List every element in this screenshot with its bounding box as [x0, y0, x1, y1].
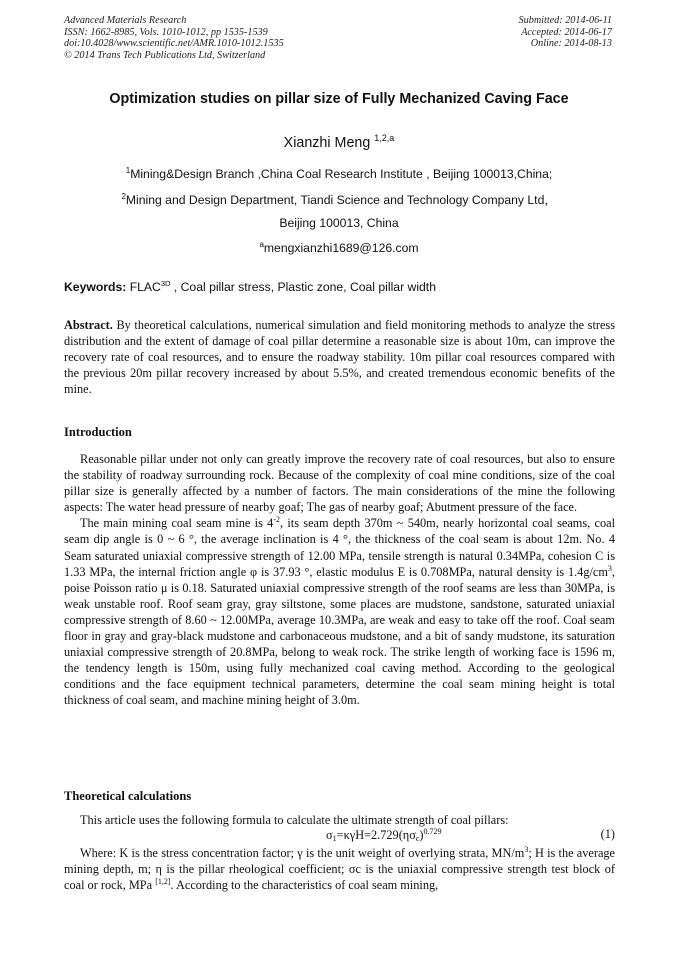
intro-p2-part-c: , poise Poisson ratio μ is 0.18. Saturated uniaxial compressive strength of the roof seams are less than 30MPa, is weak unstable roof. Roof seam gray, gray siltstone, some places are mudstone, sandstone, saturated uniaxial compressive strength of 8.60 ~ 12.00MPa, average 10.3MPa, are weak and easy to take off the roof. Coal seam floor in gray and gray-black mudstone and carbonaceous mudstone, and a bit of sandy mudstone, its saturation uniaxial compressive strength of 20.8MPa, belong to weak rock. The strike length of working face is 1596 m, the tendency length is 150m, using fully mechanized coal caving method. According to the geological conditions and the face equipment technical parameters, determine the coal seam mining height is total thickness of coal seam, and machine mining height of 3.0m. — [64, 564, 615, 708]
author-email — [0, 240, 678, 255]
cubic-sup: 3 — [607, 563, 612, 573]
equation-number: (1) — [600, 827, 615, 841]
affiliation-2-city-text: Beijing 100013, China — [279, 216, 399, 230]
journal-info — [64, 15, 284, 61]
introduction-heading: Introduction — [64, 425, 132, 439]
seam-number-sup: -2 — [273, 515, 280, 525]
affiliation-2-mark: 2 — [121, 192, 126, 201]
affiliation-2-city — [0, 216, 678, 230]
keyword-flac: FLAC — [129, 280, 161, 294]
affiliation-1-text: Mining&Design Branch ,China Coal Research Institute , Beijing 100013,China; — [130, 167, 553, 181]
where-part-c: . According to the characteristics of coal seam mining, — [170, 878, 439, 893]
eq-exponent: 0.729 — [423, 827, 442, 836]
theory-intro — [64, 812, 615, 828]
citation-ref[interactable]: [1,2] — [155, 877, 171, 887]
abstract — [64, 317, 615, 397]
equation-formula — [326, 827, 442, 843]
affiliation-2-text: Mining and Design Department, Tiandi Science and Technology Company Ltd， — [125, 193, 557, 207]
issn-line: ISSN: 1662-8985, Vols. 1010-1012, pp 1535-1539 — [64, 26, 268, 38]
where-part-a: Where: K is the stress concentration factor; γ is the unit weight of overlying strata, MN/m — [80, 846, 525, 860]
keywords-label: Keywords: — [64, 280, 127, 294]
paper-title: Optimization studies on pillar size of Fully Mechanized Caving Face — [109, 91, 569, 107]
affiliation-2 — [0, 191, 678, 208]
author-name: Xianzhi Meng — [283, 135, 371, 151]
doi-line: doi:10.4028/www.scientific.net/AMR.1010-1012.1535 — [64, 38, 284, 50]
abstract-text: By theoretical calculations, numerical simulation and field monitoring methods to analyze the stress distribution and the extent of damage of coal pillar determine a reasonable size is about 10m, can improve the recovery rate of coal resources, and to ensure the roadway stability. 10m pillar coal resources compared with the previous 20m pillar recovery increased by about 5.5%, and created tremendous economic benefits of the mine. — [64, 318, 615, 397]
eq-sigma: σ — [326, 828, 333, 842]
journal-name: Advanced Materials Research — [64, 15, 187, 26]
affiliation-1 — [0, 166, 678, 181]
intro-p2-part-b: , its seam depth 370m ~ 540m, nearly horizontal coal seams, coal seam dip angle is 0 ~ 6 °, the average inclination is 4 °, the thickness of the coal seam is about 12m. No. 4 Seam saturated uniaxial compressive strength of 12.00 MPa, tensile strength is natural 0.34MPa, cohesion C is 1.33 MPa, the internal friction angle φ is 37.93 °, elastic modulus E is 0.708MPa, natural density is 1.4g/cm — [64, 516, 615, 579]
eq-close: ) — [419, 828, 424, 842]
accepted-date: Accepted: 2014-06-17 — [521, 26, 612, 38]
abstract-label: Abstract. — [64, 318, 113, 332]
where-part-b: ; H is the average mining depth, m; η is the pillar rheological coefficient; σc is the uniaxial compressive strength test block of coal or rock, MPa — [64, 846, 616, 893]
theory-intro-text: This article uses the following formula to calculate the ultimate strength of coal pillars: — [80, 813, 509, 827]
online-date: Online: 2014-08-13 — [530, 38, 612, 50]
copyright-line: © 2014 Trans Tech Publications Ltd, Switzerland — [64, 49, 266, 61]
introduction-paragraph-1: Reasonable pillar under not only can greatly improve the recovery rate of coal resources, but also to ensure the stability of roadway surrounding rock. Because of the complexity of coal mine conditions, size of the coal pillar size is generally affected by a number of factors. The main considerations of the mine the following aspects: The water head pressure of nearby goaf; The gas of nearby goaf; Abutment pressure of the face. — [64, 452, 615, 515]
email-mark: a — [259, 240, 264, 249]
where-cubic-sup: 3 — [524, 845, 529, 854]
equation-1 — [64, 827, 615, 843]
intro-p2-part-a: The main mining coal seam mine is 4 — [80, 516, 274, 531]
publication-dates — [519, 15, 612, 50]
affiliation-1-mark: 1 — [125, 166, 131, 175]
email-text[interactable]: mengxianzhi1689@126.com — [263, 241, 419, 255]
eq-body: =κγH=2.729(ησ — [336, 828, 416, 842]
keyword-flac-sup: 3D — [160, 279, 171, 288]
introduction-body — [64, 451, 615, 709]
eq-sub-c: c — [415, 834, 420, 843]
theory-where-text — [64, 845, 615, 893]
submitted-date: Submitted: 2014-06-11 — [518, 15, 612, 26]
theory-where — [64, 845, 615, 893]
keywords-rest: , Coal pillar stress, Plastic zone, Coal pillar width — [170, 280, 436, 294]
introduction-paragraph-2 — [64, 515, 615, 708]
author-line — [0, 133, 678, 151]
eq-sub-1: 1 — [332, 834, 337, 843]
theoretical-heading: Theoretical calculations — [64, 789, 192, 803]
keywords-line — [64, 279, 624, 294]
author-affiliation-marks: 1,2,a — [374, 133, 395, 143]
